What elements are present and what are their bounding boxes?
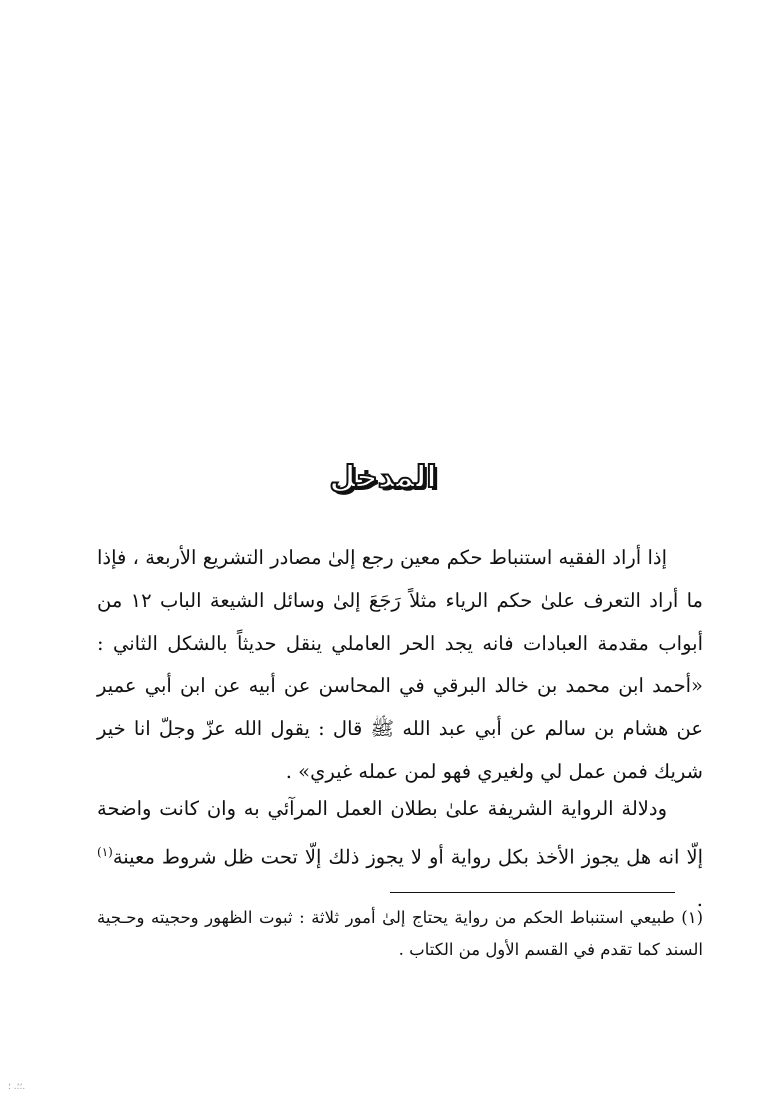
- body-paragraph-2-text: ودلالة الرواية الشريفة علىٰ بطلان العمل المرآئي به وان كانت واضحة إلّا انه هل يجوز الأخذ بكل رواية أو لا يجوز ذلك إلّا تحت ظل شروط معينة: [97, 797, 703, 869]
- section-heading: [329, 456, 437, 500]
- scan-corner-mark: ؛؛. ؛.: [8, 1082, 26, 1092]
- footnote-reference: (١): [97, 844, 113, 859]
- footnote-text: (١) طبيعي استنباط الحكم من رواية يحتاج إلىٰ أمور ثلاثة : ثبوت الظهور وحجيته وحـجية السند كما تقدم في القسم الأول من الكتاب .: [97, 908, 703, 959]
- section-title: المدخل: [329, 460, 437, 495]
- footnote-separator: [390, 892, 675, 893]
- body-paragraph-2: ودلالة الرواية الشريفة علىٰ بطلان العمل المرآئي به وان كانت واضحة إلّا انه هل يجوز الأخذ بكل رواية أو لا يجوز ذلك إلّا تحت ظل شروط معينة$^{(١)}$ .: [97, 797, 703, 912]
- body-paragraph-1: إذا أراد الفقيه استنباط حكم معين رجع إلىٰ مصادر التشريع الأربعة ، فإذا ما أراد التعرف علىٰ حكم الرياء مثلاً رَجَعَ إلىٰ وسائل الشيعة الباب ١٢ من أبواب مقدمة العبادات فانه يجد الحر العاملي ينقل حديثاً بالشكل الثاني : «أحمد ابن محمد بن خالد البرقي في المحاسن عن أبيه عن ابن أبي عمير عن هشام بن سالم عن أبي عبد الله ﷺ قال : يقول الله عزّ وجلّ انا خير شريك فمن عمل لي ولغيري فهو لمن عمله غيري» .: [97, 546, 703, 783]
